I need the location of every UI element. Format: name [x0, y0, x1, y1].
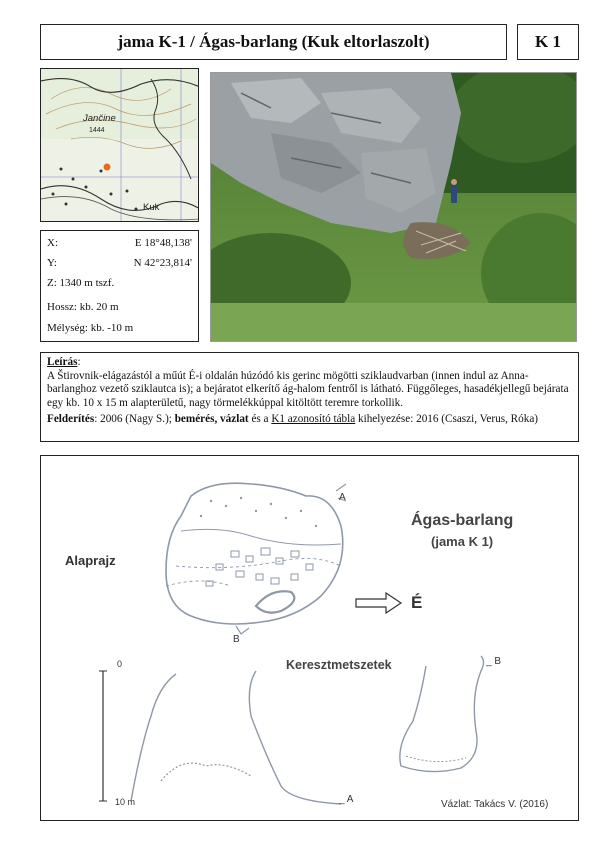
section-marker-b: B	[233, 634, 240, 645]
section-marker-a2: _ A	[339, 794, 354, 805]
map-label-place: Kuk	[143, 202, 160, 213]
topographic-map	[41, 69, 199, 222]
north-label: É	[411, 593, 423, 612]
scale-bottom-label: 10 m	[115, 797, 136, 807]
plan-label: Alaprajz	[65, 553, 116, 568]
cross-sections-label: Keresztmetszetek	[286, 658, 392, 672]
cave-sketch	[40, 455, 579, 821]
cave-code-label: (jama K 1)	[431, 534, 494, 549]
x-label: X:	[47, 237, 58, 249]
section-marker-b2: _ B	[486, 656, 502, 667]
map-label-elevation: 1444	[89, 127, 105, 134]
location-map	[40, 68, 199, 222]
exploration-text: : 2006 (Nagy S.);	[94, 413, 175, 425]
cave-length: Hossz: kb. 20 m	[47, 301, 119, 313]
cave-name-label: Ágas-barlang	[411, 512, 514, 529]
cave-code-badge: K 1	[517, 24, 579, 60]
description-text: A Štirovnik-elágazástól a műút É-i oldalán húzódó kis gerinc mögötti sziklaudvarban (innen indul az Anna-barlanghoz vezető sziklautca is); a bejáratot elkerítő ág-halom fentről is látható. Függőleges, hasadékjellegű bejárata egy kb. 10 x 15 m alapterületű, nagy törmelékkúppal kitöltött teremre torkollik.	[47, 369, 569, 409]
description-heading-colon: :	[77, 356, 81, 368]
x-value: E 18°48,138'	[134, 237, 192, 249]
and-text: és a	[248, 413, 272, 425]
description-panel	[40, 352, 579, 442]
sketch-drawing	[41, 456, 580, 822]
section-marker-a: A	[339, 492, 346, 503]
cave-entrance-photo	[210, 72, 577, 342]
map-label-peak: Jančine	[83, 113, 116, 124]
sketch-author: Vázlat: Takács V. (2016)	[441, 799, 549, 810]
y-value: N 42°23,814'	[133, 257, 192, 269]
tag-text: K1 azonosító tábla	[271, 413, 356, 425]
location-info	[40, 230, 199, 342]
scale-top-label: 0	[117, 659, 123, 669]
y-label: Y:	[47, 257, 57, 269]
placement-text: kihelyezése: 2016 (Csaszi, Verus, Róka)	[355, 413, 539, 425]
page-title: jama K-1 / Ágas-barlang (Kuk eltorlaszolt)	[40, 24, 507, 60]
description-heading: Leírás	[47, 356, 78, 368]
cave-depth: Mélység: kb. -10 m	[47, 322, 134, 334]
elevation: Z: 1340 m tszf.	[47, 277, 115, 289]
exploration-label: Felderítés	[47, 413, 95, 425]
survey-label: bemérés, vázlat	[174, 413, 249, 425]
